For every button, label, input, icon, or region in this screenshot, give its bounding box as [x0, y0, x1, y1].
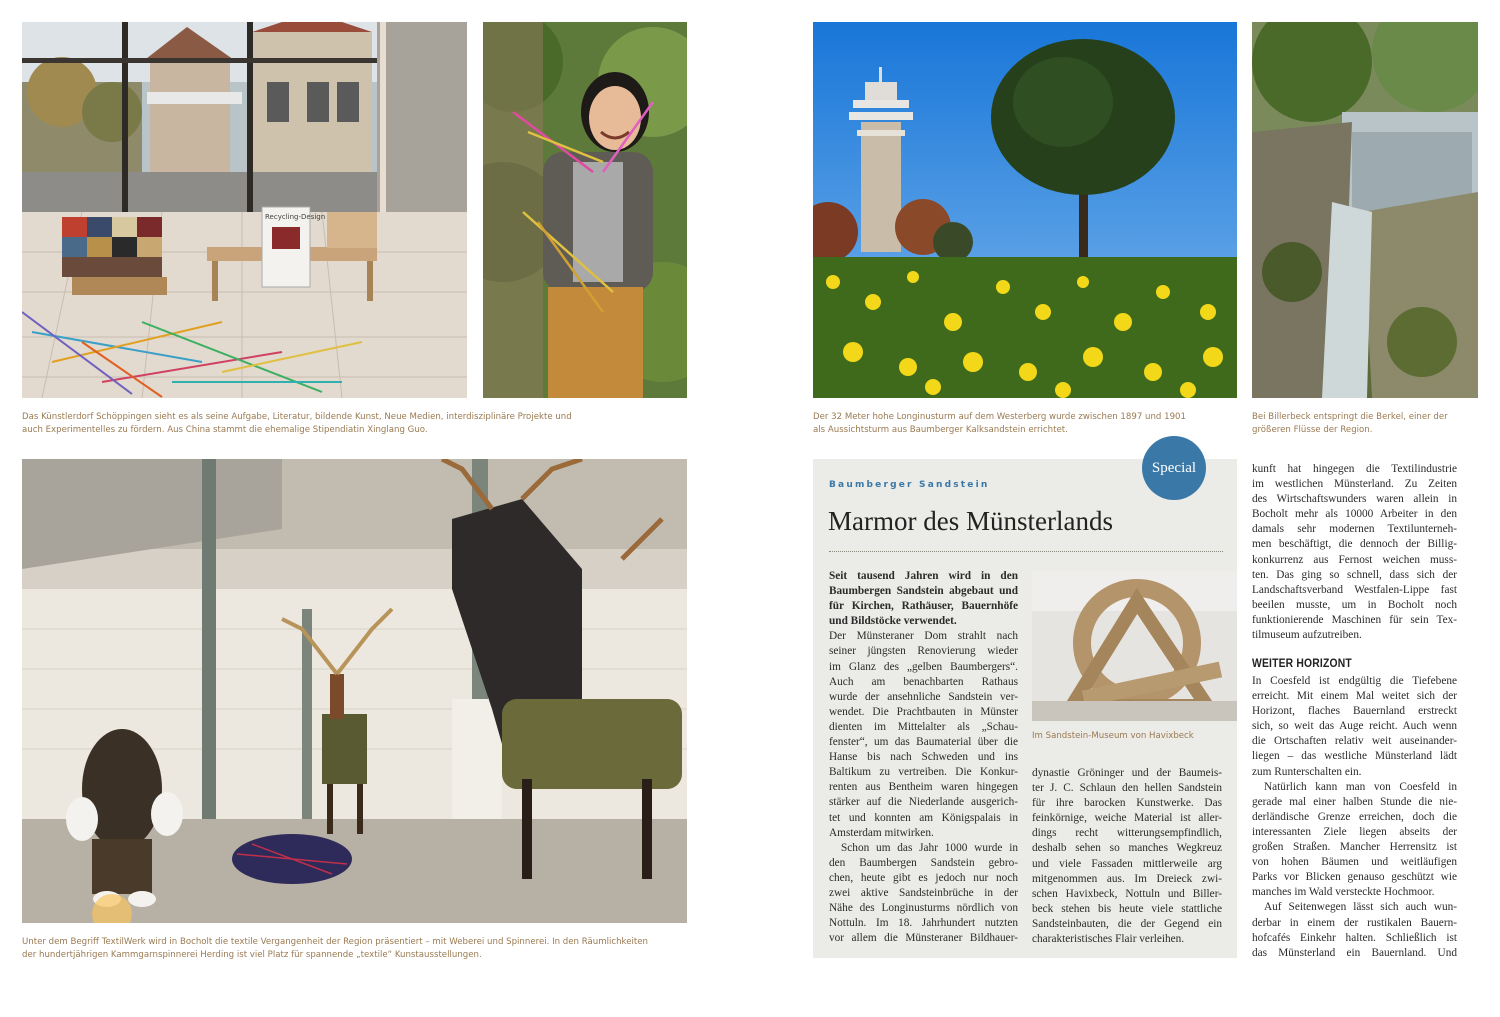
text-line: Parks vor Blicken genauso geschützt wie [1252, 871, 1457, 884]
text-line: Schon um das Jahr 1000 wurde in [841, 841, 1018, 854]
caption-museum: Im Sandstein-Museum von Havixbeck [1032, 731, 1194, 741]
article-column-3-bottom [1252, 674, 1457, 961]
text-line: Bocholt mehr als 10000 Arbeiter in den [1252, 508, 1457, 521]
text-line: derbar in einem der rustikalen Bauern- [1252, 916, 1457, 929]
photo-berkel [1252, 22, 1478, 398]
photo-textilwerk [22, 459, 687, 923]
text-line: dynastie Gröninger und der Baumeis- [1032, 767, 1222, 779]
text-line: und viele Fassaden mittlerweile arg [1032, 857, 1222, 870]
photo-xinglang-guo [483, 22, 687, 398]
text-line: zum Runterschalten ein. [1252, 765, 1362, 778]
lead-line: für Kirchen, Rathäuser, Bauernhöfe [829, 600, 1018, 613]
photo-sandstein-museum [1032, 571, 1237, 721]
text-line: Sandsteinbauten, die der Gegend ein [1032, 917, 1222, 930]
text-line: manches im Wald versteckte Hochmoor. [1252, 886, 1435, 899]
poster-label: Recycling-Design [265, 213, 326, 221]
text-line: Landschaftsverband Westfalen-Lippe fast [1252, 583, 1457, 596]
text-line: funktionierende Maschinen für sein Tex- [1252, 613, 1457, 626]
text-line: hofcafés Einkehr halten. Schließlich ist [1252, 931, 1457, 944]
photo-longinusturm [813, 22, 1237, 398]
caption-line: der hundertjährigen Kammgarnspinnerei Herding ist viel Platz für spannende „textile“ Kunstausstellungen. [22, 950, 482, 960]
text-line: ten. Das ging so schnell, dass sich der [1252, 568, 1457, 581]
text-line: Nottuln. Im 18. Jahrhundert nutzten [829, 917, 1018, 930]
text-line: wurde der ansehnliche Sandstein ver- [829, 690, 1018, 703]
text-line: konkurrenz aus Fernost weichen muss- [1252, 553, 1457, 566]
text-line: damals sehr modernen Textilunterneh- [1252, 523, 1457, 536]
text-line: schen Havixbeck, Nottuln und Biller- [1032, 887, 1222, 900]
lead-line: Seit tausend Jahren wird in den [829, 570, 1018, 582]
caption-line: Der 32 Meter hohe Longinusturm auf dem Westerberg wurde zwischen 1897 und 1901 [813, 412, 1186, 422]
text-line: seiner jüngsten Renovierung wieder [829, 645, 1018, 658]
caption-line: Das Künstlerdorf Schöppingen sieht es als seine Aufgabe, Literatur, bildende Kunst, Neue Medien, interdisziplinäre Projekte und [22, 412, 572, 422]
dotted-divider [829, 551, 1223, 552]
text-line: derländische Grenze erreichen, doch die [1252, 810, 1457, 823]
text-line: tet und konnten am Königspalais in [829, 811, 1018, 824]
text-line: beeilen musste, um in Bocholt noch [1252, 598, 1457, 611]
caption-textilwerk [22, 936, 648, 962]
text-line: sich, so weit das Auge reicht. Auch wenn [1252, 720, 1457, 733]
article-column-3-top [1252, 462, 1457, 643]
special-kicker: Baumberger Sandstein [829, 480, 990, 490]
subhead-weiter-horizont: WEITER HORIZONT [1252, 658, 1352, 670]
text-line: des Wirtschaftswunders waren allein in [1252, 493, 1457, 506]
caption-line: Unter dem Begriff TextilWerk wird in Bocholt die textile Vergangenheit der Region präsentiert – mit Weberei und Spinnerei. In den Räumlichkeiten [22, 937, 648, 947]
photo-kuenstlerdorf [22, 22, 467, 398]
caption-line: auch Experimentelles zu fördern. Aus China stammt die ehemalige Stipendiatin Xinglang Guo. [22, 425, 428, 435]
text-line: ter J. C. Schlaun den hellen Sandstein [1032, 782, 1222, 795]
text-line: Nähe des Longinusturms nördlich von [829, 902, 1018, 915]
text-line: dienten im Mittelalter als „Schau- [829, 720, 1018, 733]
text-line: charakteristisches Flair verleihen. [1032, 933, 1185, 946]
text-line: In Coesfeld ist endgültig die Tiefebene [1252, 675, 1457, 687]
text-line: chen, heute gibt es jedoch nur noch [829, 871, 1018, 884]
text-line: Auf Seitenwegen lässt sich auch wun- [1264, 901, 1457, 914]
text-line: Horizont, flaches Bauernland erstreckt [1252, 705, 1457, 718]
text-line: wendet. Die Prachtbauten in Münster [829, 705, 1018, 718]
text-line: Natürlich kann man von Coesfeld in [1264, 780, 1457, 793]
text-line: erreicht. Mit einem Mal weitet sich der [1252, 690, 1457, 703]
caption-line: als Aussichtsturm aus Baumberger Kalksandstein errichtet. [813, 425, 1068, 435]
text-line: Hanse bis nach Schweden und ins [829, 751, 1018, 764]
text-line: von hohen Bäumen und weitläufigen [1252, 856, 1457, 869]
caption-longinusturm [813, 411, 1186, 437]
text-line: den Baumbergen Sandstein gebro- [829, 856, 1018, 869]
caption-line: Bei Billerbeck entspringt die Berkel, einer der [1252, 412, 1448, 422]
text-line: Baltikum zu vertreiben. Die Konkur- [829, 766, 1018, 779]
lead-line: und Bildstöcke verwendet. [829, 615, 957, 628]
text-line: dings recht witterungsempfindlich, [1032, 827, 1222, 840]
text-line: Auch am benachbarten Rathaus [829, 675, 1018, 688]
text-line: die Ortschaften relativ weit auseinander- [1252, 735, 1457, 748]
text-line: men beschäftigt, die dennoch der Billig- [1252, 538, 1457, 551]
text-line: kunft hat hingegen die Textilindustrie [1252, 463, 1457, 475]
text-line: renten aus Bentheim waren hingegen [829, 781, 1018, 794]
text-line: vor allem die Münsteraner Bildhauer- [829, 932, 1018, 945]
text-line: Der Münsteraner Dom strahlt nach [829, 630, 1018, 643]
text-line: interessanten Ziele liegen abseits der [1252, 825, 1457, 838]
text-line: im Glanz des „gelben Baumbergers“. [829, 660, 1018, 673]
caption-billerbeck [1252, 411, 1448, 437]
text-line: großen Straßen. Mancher Herrensitz ist [1252, 841, 1457, 854]
special-headline: Marmor des Münsterlands [828, 506, 1113, 536]
text-line: zwei aktive Sandsteinbrüche in der [829, 886, 1018, 899]
text-line: liegen – das westliche Münsterland lädt [1252, 750, 1457, 763]
caption-line: größeren Flüsse der Region. [1252, 425, 1373, 435]
text-line: fenster“, um das Baumaterial über die [829, 736, 1018, 749]
text-line: feinkörnige, weiche Material ist aller- [1032, 812, 1222, 825]
text-line: im westlichen Münsterland. Zu Zeiten [1252, 478, 1457, 491]
text-line: Amsterdam mitwirken. [829, 826, 934, 839]
text-line: stärker auf die Niederlande ausgerich- [829, 796, 1018, 809]
article-column-1 [829, 569, 1018, 946]
text-line: gerade mal einer halben Stunde die nie- [1252, 795, 1457, 808]
caption-schoeppingen [22, 411, 572, 437]
text-line: deshalb sehen so manches Wegkreuz [1032, 842, 1222, 855]
article-column-2 [1032, 766, 1222, 947]
text-line: tilmuseum aufzutreiben. [1252, 629, 1362, 642]
lead-line: Baumbergen Sandstein abgebaut und [829, 585, 1018, 598]
text-line: für ihre barocken Kunstwerke. Das [1032, 797, 1222, 810]
text-line: das Münsterland ein Bauernland. Und [1252, 946, 1457, 959]
special-badge: Special [1142, 436, 1206, 500]
text-line: beck stehen bis heute viele stattliche [1032, 902, 1222, 915]
text-line: mitgenommen aus. Im Dreieck zwi- [1032, 872, 1222, 885]
